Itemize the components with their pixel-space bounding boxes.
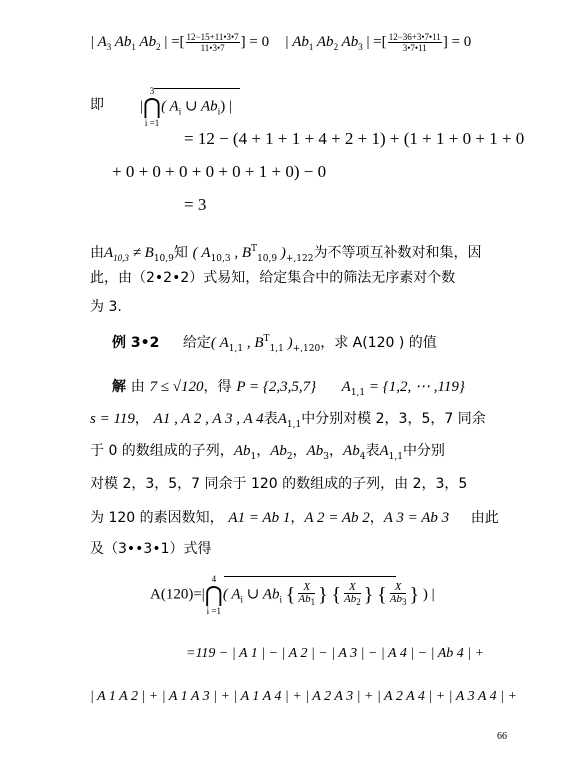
equation-line-4: + 0 + 0 + 0 + 0 + 0 + 1 + 0) − 0: [112, 162, 327, 181]
sum-line-2: | A 1 A 2 | + | A 1 A 3 | + | A 1 A 4 | + | A 2 A 3 | + | A 2 A 4 | + | A 3 A 4 | +: [90, 689, 517, 704]
expr-a-end: ] = 0: [240, 33, 270, 50]
example-comma: , B: [243, 335, 264, 351]
solution-eq1-A: A: [228, 510, 238, 526]
expr-a-sub3: 2: [156, 41, 161, 52]
solution-ab2: Ab: [270, 443, 287, 459]
solution-you: 由: [130, 379, 145, 395]
solution-A-set: = {1,2, ⋯ ,119}: [365, 379, 465, 395]
solution-l3-rest: 中分别: [402, 443, 445, 459]
formula-A120: A(120)=|4 ⋂ i =1( $A_i$ ∪ $Ab_i$ { $\frac{X}{Ab_1}$ } { $\frac{X}{Ab_2}$ } { $\frac{X}{Ab_3}$ } ) |: [150, 574, 435, 616]
para1-pair-sub3: +,122: [285, 254, 314, 264]
solution-l3-a: 于 0 的数组成的子列，: [90, 443, 234, 459]
formula-set-2: [344, 582, 361, 608]
formula-set-1: [298, 582, 315, 608]
solution-l5-a: 为 120 的素因数知，: [90, 510, 224, 526]
set-3-num: X: [390, 582, 407, 594]
intersection-1-sub2: i: [217, 106, 221, 117]
solution-label: 解: [112, 379, 126, 395]
para1-A: A: [104, 245, 114, 261]
solution-ab2-sub: 2: [286, 452, 293, 462]
fraction-2-denominator: 3•7•11: [402, 43, 427, 53]
solution-list-A: A: [153, 411, 163, 427]
expr-b-end: ] = 0: [442, 33, 472, 50]
expr-a-sub1: 3: [106, 41, 112, 52]
example-sub3: +,120: [292, 344, 321, 354]
equation-line-5: = 3: [184, 195, 207, 214]
solution-ab4-sub: 4: [359, 452, 366, 462]
example-sub1: 1,1: [228, 344, 244, 354]
set-2-den-sub: 2: [356, 597, 361, 608]
para1-pair-sub1: 10,3: [210, 254, 231, 264]
formula-lhs: A(120)=|: [150, 586, 205, 603]
solution-ab4: Ab: [343, 443, 360, 459]
example-label: 例 3•2: [112, 335, 160, 351]
fraction-1-denominator: 11•3•7: [200, 43, 225, 53]
expr-b-sub2: 2: [333, 41, 339, 52]
solution-list-rest: 1 , A 2 , A 3 , A 4: [162, 411, 264, 427]
expr-b-mid2: Ab: [338, 33, 359, 50]
solution-line-3: 于 0 的数组成的子列，$Ab_1$，$Ab_2$，$Ab_3$，$Ab_4$表$A_{1,1}$中分别: [90, 443, 445, 462]
solution-l3-biao: 表: [365, 443, 380, 459]
para1-B-sub: 10,9: [153, 254, 174, 264]
expr-a-mid2: Ab: [135, 33, 157, 50]
para1-zhi: 知: [173, 245, 188, 261]
expr-a-mid: Ab: [111, 33, 132, 50]
paragraph-1-line-2: 此，由（2•2•2）式易知，给定集合中的筛法无序素对个数: [90, 270, 456, 286]
solution-ab3-sub: 3: [323, 452, 330, 462]
expr-b-left: | Ab: [284, 33, 309, 50]
set-3-den: Ab: [389, 592, 402, 605]
solution-l2-A-sub: 1,1: [286, 420, 302, 430]
solution-l2-rest: 中分别对模 2，3，5，7 同余: [301, 411, 486, 427]
solution-sqrt-ineq: 7 ≤ √120: [149, 379, 204, 395]
set-2-den: Ab: [344, 592, 357, 605]
paragraph-1-line-1: [90, 240, 481, 268]
solution-line-2: [90, 409, 486, 434]
formula-cup: ∪ Ab: [243, 586, 280, 603]
expr-a-eq: | =[: [160, 33, 185, 50]
set-2-num: X: [344, 582, 361, 594]
set-1-den-sub: 1: [310, 597, 316, 608]
fraction-2-numerator: 12−36+3•7•11: [388, 32, 441, 42]
formula-sub-i2: i: [279, 594, 282, 605]
para1-pair-close: ): [277, 245, 286, 261]
solution-line-1: [112, 377, 465, 402]
intersection-1-body: ( A: [161, 98, 179, 115]
expr-b-mid: Ab: [313, 33, 334, 50]
big-intersection-2: 4 ⋂ i =1: [204, 574, 223, 616]
solution-l3-A: A: [379, 443, 389, 459]
solution-ab1: Ab: [233, 443, 251, 459]
solution-line-5: 为 120 的素因数知， A1 = Ab 1，A 2 = Ab 2，A 3 = Ab 3 由此: [90, 510, 499, 526]
solution-l5-b: 由此: [470, 510, 499, 526]
example-sup: T: [263, 334, 270, 344]
example-heading: [112, 330, 437, 358]
page-number: 66: [497, 731, 507, 742]
example-sub2: 1,1: [269, 344, 284, 354]
equation-line-1: [90, 32, 471, 56]
para1-pair-sub2: 10,9: [257, 254, 278, 264]
big-intersection-1-top: 3: [149, 86, 155, 96]
formula-sub-i: i: [240, 594, 243, 605]
expr-a-left: | A: [90, 33, 107, 50]
intersection-1-cup: ∪ Ab: [181, 98, 218, 115]
big-intersection-2-top: 4: [211, 574, 217, 584]
expr-a-sub2: 1: [131, 41, 136, 52]
equation-line-3: = 12 − (4 + 1 + 1 + 4 + 2 + 1) + (1 + 1 + 0 + 1 + 0: [184, 129, 525, 148]
para1-rest: 为不等项互补数对和集，因: [313, 245, 482, 261]
intersection-expression-1: |3 ⋂ i =1( $A_i$ ∪ $Ab_i$) |: [140, 86, 232, 128]
solution-ab1-sub: 1: [250, 452, 257, 462]
solution-P-set: P = {2,3,5,7}: [236, 379, 317, 395]
para1-pair-sup: T: [251, 244, 258, 254]
big-intersection-2-bottom: i =1: [206, 606, 221, 616]
solution-eq2: A 2 = Ab 2: [304, 510, 370, 526]
para1-A-sub: 10,3: [113, 253, 129, 263]
set-3-den-sub: 3: [401, 597, 407, 608]
solution-line-6: 及（3••3•1）式得: [90, 541, 212, 557]
solution-s: s = 119: [90, 411, 135, 427]
fraction-2: [388, 32, 442, 53]
para1-you: 由: [90, 245, 104, 261]
paragraph-1-line-3: 为 3.: [90, 299, 122, 315]
solution-l2-A: A: [277, 411, 287, 427]
expr-b-sub3: 3: [358, 41, 363, 52]
fraction-1: [186, 32, 240, 53]
solution-ab3: Ab: [306, 443, 324, 459]
sum-line-1: =119 − | A 1 | − | A 2 | − | A 3 | − | A 4 | − | Ab 4 | +: [186, 646, 485, 661]
expr-b-sub1: 1: [308, 41, 314, 52]
fraction-1-numerator: 12−15+11•3•7: [186, 32, 239, 42]
para1-neq-B: ≠ B: [128, 245, 154, 261]
solution-line-4: 对模 2，3，5，7 同余于 120 的数组成的子列，由 2，3，5: [90, 476, 468, 492]
formula-close: ) |: [422, 586, 435, 603]
example-pair-close: ): [283, 335, 293, 351]
big-intersection-1-bottom: i =1: [144, 118, 160, 128]
para1-pair-comma: , B: [230, 245, 252, 261]
solution-A: A: [341, 379, 351, 395]
example-text1: 给定: [182, 335, 211, 351]
solution-A-sub: 1,1: [350, 388, 366, 398]
intersection-1-sub: i: [178, 106, 182, 117]
set-1-den: Ab: [298, 592, 311, 605]
expr-b-eq: | =[: [362, 33, 387, 50]
solution-eq3: A 3 = Ab 3: [383, 510, 450, 526]
intersection-symbol: ⋂: [143, 94, 162, 119]
solution-l3-A-sub: 1,1: [388, 452, 403, 462]
formula-set-3: [390, 582, 407, 608]
para1-pair-open: ( A: [192, 245, 211, 261]
solution-comma: ，: [134, 411, 149, 427]
example-text2: ，求 A(120 ) 的值: [320, 335, 437, 351]
solution-de: ，得: [203, 379, 232, 395]
solution-biao: 表: [263, 411, 278, 427]
example-pair-open: ( A: [210, 335, 229, 351]
solution-eq1-rest: 1 = Ab 1: [237, 510, 291, 526]
set-1-num: X: [298, 582, 315, 594]
intersection-1-close: ) |: [220, 98, 232, 115]
ji-label: 即: [90, 97, 104, 113]
formula-body-open: ( A: [222, 586, 241, 603]
big-intersection-1: [143, 86, 161, 128]
